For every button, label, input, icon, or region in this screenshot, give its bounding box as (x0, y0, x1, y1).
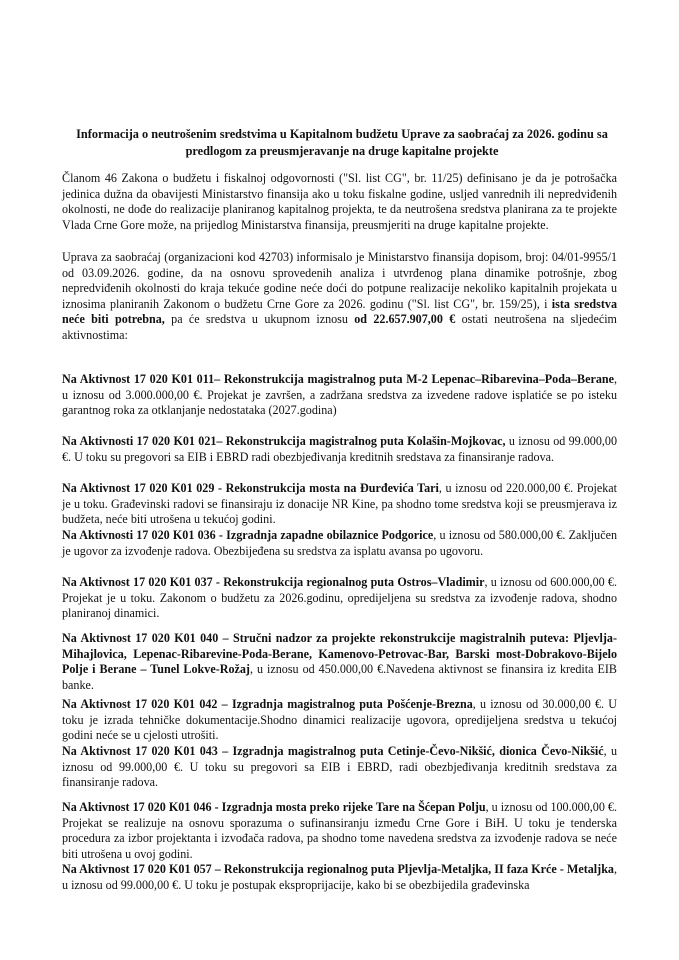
activity-heading: Na Aktivnost 17 020 K01 037 - Rekonstrukcija regionalnog puta Ostros–Vladimir (62, 575, 485, 589)
activity-text: , u iznosu od 220.000,00 €. Projekat je u toku. Građevinski radovi se finansiraju iz donacije NR Kine, pa shodno tome sredstva koji se preusmjerava iz budžeta, neće biti utrošena u tekućoj godini. (62, 481, 617, 527)
activity-heading: Na Aktivnosti 17 020 K01 021– Rekonstrukcija magistralnog puta Kolašin-Mojkovac, (62, 434, 506, 448)
intro-paragraph-2 (62, 250, 617, 344)
activity-text: , u iznosu od 100.000,00 €. Projekat se realizuje na osnovu sporazuma o sufinansiranju između Crne Gore i BiH. U toku je tenderska procedura za izbor projektanta i izvođača radova, pa shodno tome navedena sredstva za izvođenje radova se neće biti utrošena u ovoj godini. (62, 800, 617, 861)
intro-text-c: ostati neutrošena na sljedećim aktivnostima: (62, 312, 617, 342)
activity-heading: Na Aktivnost 17 020 K01 040 – Stručni nadzor za projekte rekonstrukcije magistralnih puteva: Pljevlja-Mihajlovica, Lepenac-Ribarevine-Poda-Berane, Kamenovo-Petrovac-Bar, Barski most-Dobrakovo-Bijelo Polje i Berane – Tunel Lokve-Rožaj (62, 631, 617, 677)
document-title: Informacija o neutrošenim sredstvima u Kapitalnom budžetu Uprave za saobraćaj za 2026. godinu sa predlogom za preusmjeravanje na druge kapitalne projekte (76, 127, 608, 158)
activity-text: , u iznosu od 30.000,00 €. U toku je izrada tehničke dokumentacije.Shodno dinamici realizacije ugovora, opredijeljena sredstva u tekućoj godini neće se u cjelosti utrošiti. (62, 697, 617, 743)
activity-item (62, 434, 617, 465)
activity-text: u iznosu od 99.000,00 €. U toku su pregovori sa EIB i EBRD radi obezbjeđivanja kreditnih sredstava za finansiranje radova. (62, 434, 618, 464)
activity-text: , u iznosu od 450.000,00 €.Navedena aktivnost se finansira iz kredita EIB banke. (62, 662, 617, 692)
intro-paragraph-1: Članom 46 Zakona o budžetu i fiskalnoj odgovornosti ("Sl. list CG", br. 11/25) definisano je da je potrošačka jedinica dužna da obavijesti Ministarstvo finansija ako u toku fiskalne godine, usljed vanrednih ili nepredviđenih okolnosti, ne dođe do realizacije planiranog kapitalnog projekta, te da neutrošena sredstva planirana za te projekte Vlada Crne Gore može, na prijedlog Ministarstva finansija, preusmjeriti na druge kapitalne projekte. (62, 171, 617, 232)
activity-item (62, 481, 617, 528)
intro-text-b: pa će sredstva u ukupnom iznosu (164, 312, 355, 327)
activity-heading: Na Aktivnosti 17 020 K01 036 - Izgradnja zapadne obilaznice Podgorice (62, 528, 434, 542)
activity-heading: Na Aktivnost 17 020 K01 046 - Izgradnja mosta preko rijeke Tare na Šćepan Polju (62, 800, 486, 814)
activity-text: , u iznosu od 99.000,00 €. U toku su pregovori sa EIB i EBRD, radi obezbjeđivanja kreditnih sredstava za finansiranje radova. (62, 744, 617, 790)
activity-item (62, 744, 617, 791)
activity-text: , u iznosu od 3.000.000,00 €. Projekat je završen, a zadržana sredstva za izvedene radove isplatiće se po isteku garantnog roka za otklanjanje nedostataka (2027.godina) (62, 372, 617, 418)
activity-item (62, 528, 617, 559)
activity-item (62, 372, 617, 419)
activity-item (62, 697, 617, 744)
activity-heading: Na Aktivnost 17 020 K01 011– Rekonstrukcija magistralnog puta M-2 Lepenac–Ribarevina–Poda–Berane (62, 372, 614, 386)
activity-heading: Na Aktivnost 17 020 K01 057 – Rekonstrukcija regionalnog puta Pljevlja-Metaljka, II faza Krće - Metaljka (62, 862, 614, 876)
activity-text: , u iznosu od 99.000,00 €. U toku je postupak eksproprijacije, kako bi se obezbijedila građevinska (62, 862, 617, 892)
activity-item (62, 800, 617, 862)
intro-bold-a: ista sredstva neće biti potrebna, (62, 296, 617, 327)
intro-text-a: Uprava za saobraćaj (organizacioni kod 42703) informisalo je Ministarstvo finansija dopisom, broj: 04/01-9955/1 od 03.09.2026. godine, da na osnovu sprovedenih analiza i utvrđenog plana dinamike potrošnje, zbog nepredviđenih okolnosti do kraja tekuće godine neće doći do potpune realizacije nekoliko kapitalnih projekata u iznosima planiranih Zakonom o budžetu Crne Gore za 2026. godinu ("Sl. list CG", br. 159/25), i (62, 250, 617, 311)
intro-bold-b: od 22.657.907,00 € (354, 312, 456, 327)
activity-heading: Na Aktivnost 17 020 K01 042 – Izgradnja magistralnog puta Pošćenje-Brezna (62, 697, 473, 711)
activity-heading: Na Aktivnost 17 020 K01 043 – Izgradnja magistralnog puta Cetinje-Čevo-Nikšić, dionica Čevo-Nikšić (62, 744, 604, 758)
activity-item (62, 862, 617, 893)
activity-text: , u iznosu od 600.000,00 €. Projekat je u toku. Zakonom o budžetu za 2026.godinu, opredijeljena su sredstva za izvođenje radova, shodno planiranoj dinamici. (62, 575, 617, 621)
activity-text: , u iznosu od 580.000,00 €. Zaključen je ugovor za izvođenje radova. Obezbijeđena su sredstva za isplatu avansa po ugovoru. (62, 528, 617, 558)
activity-item (62, 631, 617, 693)
activity-item (62, 575, 617, 622)
activity-heading: Na Aktivnost 17 020 K01 029 - Rekonstrukcija mosta na Đurđevića Tari (62, 481, 439, 495)
